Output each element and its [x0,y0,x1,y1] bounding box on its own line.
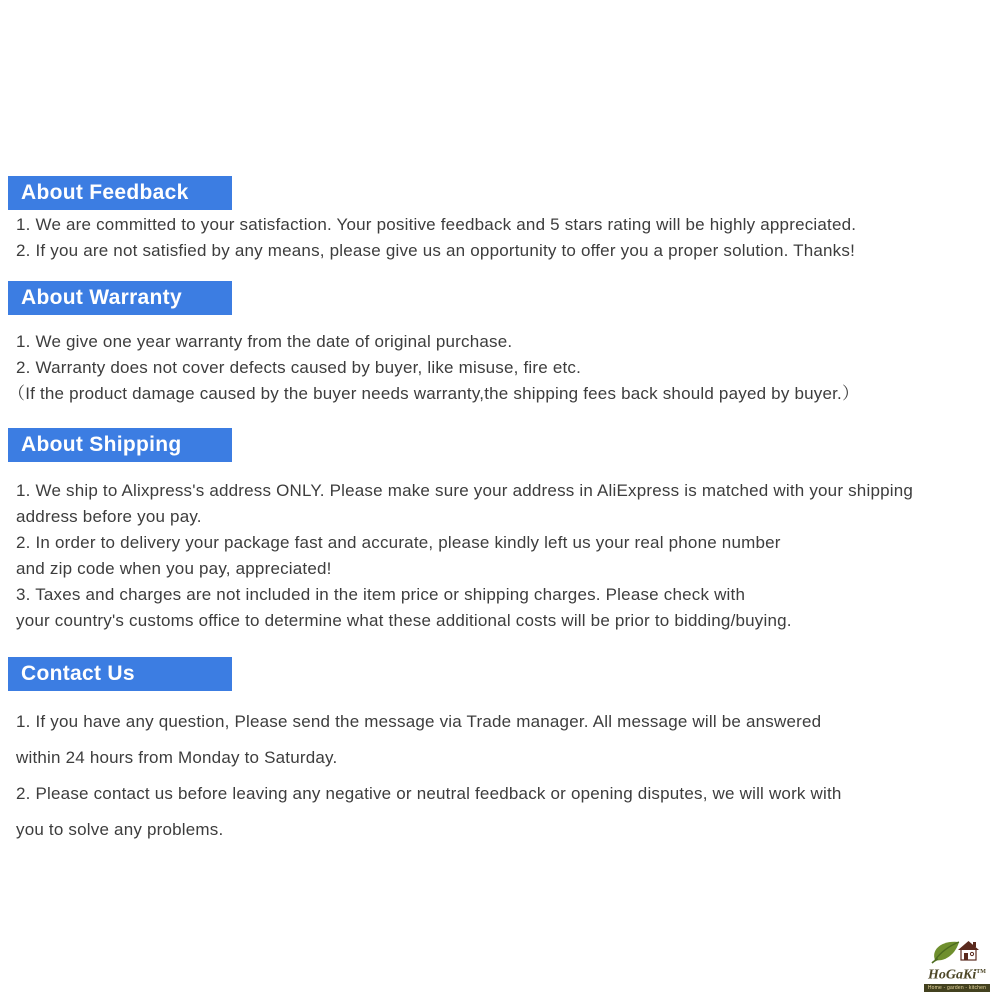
section-header-contact: Contact Us [8,657,232,691]
section-header-shipping: About Shipping [8,428,232,462]
brand-tagline: Home - garden - kitchen [924,984,990,992]
warranty-line: 2. Warranty does not cover defects caused by buyer, like misuse, fire etc. [16,358,582,377]
trademark-mark: TM [976,969,986,976]
section-body-feedback [16,212,1000,264]
section-body-contact [16,704,1000,848]
section-header-feedback: About Feedback [8,176,232,210]
section-header-warranty: About Warranty [8,281,232,315]
contact-line: within 24 hours from Monday to Saturday. [16,748,338,767]
shipping-line: address before you pay. [16,507,202,526]
section-body-shipping [16,478,1000,634]
shipping-line: 1. We ship to Alixpress's address ONLY. Please make sure your address in AliExpress is matched with your shipping [16,481,914,500]
warranty-line: （If the product damage caused by the buyer needs warranty,the shipping fees back should payed by buyer.） [8,384,860,403]
contact-line: 2. Please contact us before leaving any negative or neutral feedback or opening disputes, we will work with [16,784,842,803]
brand-logo [924,938,990,992]
section-body-warranty [8,329,1000,407]
leaf-house-icon [929,938,985,964]
shipping-line: 2. In order to delivery your package fast and accurate, please kindly left us your real phone number [16,533,781,552]
shipping-line: and zip code when you pay, appreciated! [16,559,332,578]
shipping-line: 3. Taxes and charges are not included in the item price or shipping charges. Please check with [16,585,746,604]
warranty-line: 1. We give one year warranty from the date of original purchase. [16,332,513,351]
brand-name: HoGaKi™ [928,968,986,983]
contact-line: you to solve any problems. [16,820,224,839]
contact-line: 1. If you have any question, Please send the message via Trade manager. All message will be answered [16,712,822,731]
shipping-line: your country's customs office to determine what these additional costs will be prior to bidding/buying. [16,611,792,630]
feedback-line: 1. We are committed to your satisfaction. Your positive feedback and 5 stars rating will be highly appreciated. [16,215,857,234]
feedback-line: 2. If you are not satisfied by any means, please give us an opportunity to offer you a proper solution. Thanks! [16,241,856,260]
